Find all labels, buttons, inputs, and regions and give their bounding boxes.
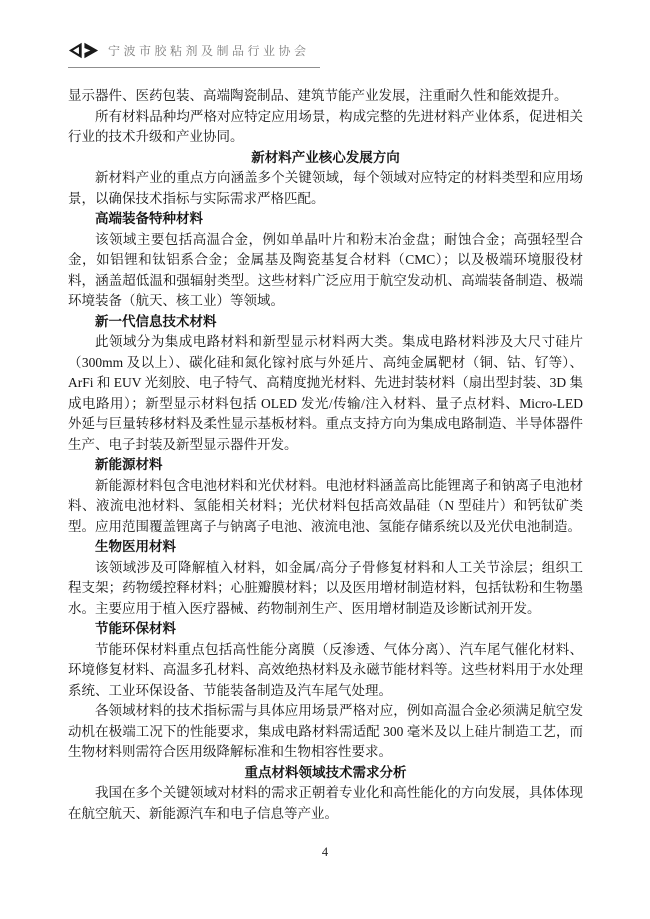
- org-name: 宁波市胶粘剂及制品行业协会: [108, 44, 310, 58]
- paragraph: 该领域主要包括高温合金，例如单晶叶片和粉末冶金盘；耐蚀合金；高强轻型合金，如铝锂和钛铝系合金；金属基及陶瓷基复合材料（CMC）；以及极端环境服役材料，涵盖超低温和强辐射类型。这些材料广泛应用于航空发动机、高端装备制造、极端环境装备（航天、核工业）等领域。: [68, 231, 583, 308]
- sub-heading: 节能环保材料: [95, 621, 176, 636]
- section-heading: 重点材料领域技术需求分析: [244, 764, 407, 780]
- sub-heading: 生物医用材料: [95, 539, 176, 554]
- paragraph: 显示器件、医药包装、高端陶瓷制品、建筑节能产业发展，注重耐久性和能效提升。: [68, 88, 568, 103]
- paragraph: 所有材料品种均严格对应特定应用场景，构成完整的先进材料产业体系，促进相关行业的技术升级和产业协同。: [68, 108, 583, 144]
- page-footer: [0, 845, 650, 860]
- header-rule-group: [68, 40, 320, 68]
- document-body: [68, 86, 583, 824]
- paragraph: 新能源材料包含电池材料和光伏材料。电池材料涵盖高比能锂离子和钠离子电池材料、液流电池材料、氢能相关材料；光伏材料包括高效晶硅（N 型硅片）和钙钛矿类型。应用范围覆盖锂离子与钠离子电池、液流电池、氢能存储系统以及光伏电池制造。: [68, 477, 583, 534]
- page-number: 4: [321, 845, 329, 859]
- paragraph: 新材料产业的重点方向涵盖多个关键领域，每个领域对应特定的材料类型和应用场景，以确保技术指标与实际需求严格匹配。: [68, 170, 583, 206]
- section-heading: 新材料产业核心发展方向: [251, 149, 400, 165]
- paragraph: 节能环保材料重点包括高性能分离膜（反渗透、气体分离）、汽车尾气催化材料、环境修复材料、高温多孔材料、高效绝热材料及永磁节能材料等。这些材料用于水处理系统、工业环保设备、节能装备制造及汽车尾气处理。: [68, 641, 583, 698]
- page-header: [68, 40, 320, 68]
- paragraph: 该领域涉及可降解植入材料，如金属/高分子骨修复材料和人工关节涂层；组织工程支架；药物缓控释材料；心脏瓣膜材料；以及医用增材制造材料，包括钛粉和生物墨水。主要应用于植入医疗器械、药物制剂生产、医用增材制造及诊断试剂开发。: [68, 559, 583, 616]
- sub-heading: 新一代信息技术材料: [95, 313, 217, 329]
- sub-heading: 新能源材料: [95, 457, 163, 472]
- paragraph: 此领域分为集成电路材料和新型显示材料两大类。集成电路材料涉及大尺寸硅片（300mm 及以上）、碳化硅和氮化镓衬底与外延片、高纯金属靶材（铜、钴、钌等）、ArFi 和 EUV 光刻胶、电子特气、高精度抛光材料、先进封装材料（扇出型封装、3D 集成电路用）；新型显示材料包括 OLED 发光/传输/注入材料、量子点材料、Micro-LED 外延与巨量转移材料及柔性显示基板材料。重点支持方向为集成电路制造、半导体器件生产、电子封装及新型显示器件开发。: [68, 334, 584, 452]
- diamond-arrows-logo-icon: [68, 40, 99, 61]
- paragraph: 我国在多个关键领域对材料的需求正朝着专业化和高性能化的方向发展，具体体现在航空航天、新能源汽车和电子信息等产业。: [68, 785, 583, 821]
- paragraph: 各领域材料的技术指标需与具体应用场景严格对应，例如高温合金必须满足航空发动机在极端工况下的性能要求，集成电路材料需适配 300 毫米及以上硅片制造工艺，而生物材料则需符合医用级降解标准和生物相容性要求。: [68, 703, 583, 759]
- sub-heading: 高端装备特种材料: [95, 211, 203, 226]
